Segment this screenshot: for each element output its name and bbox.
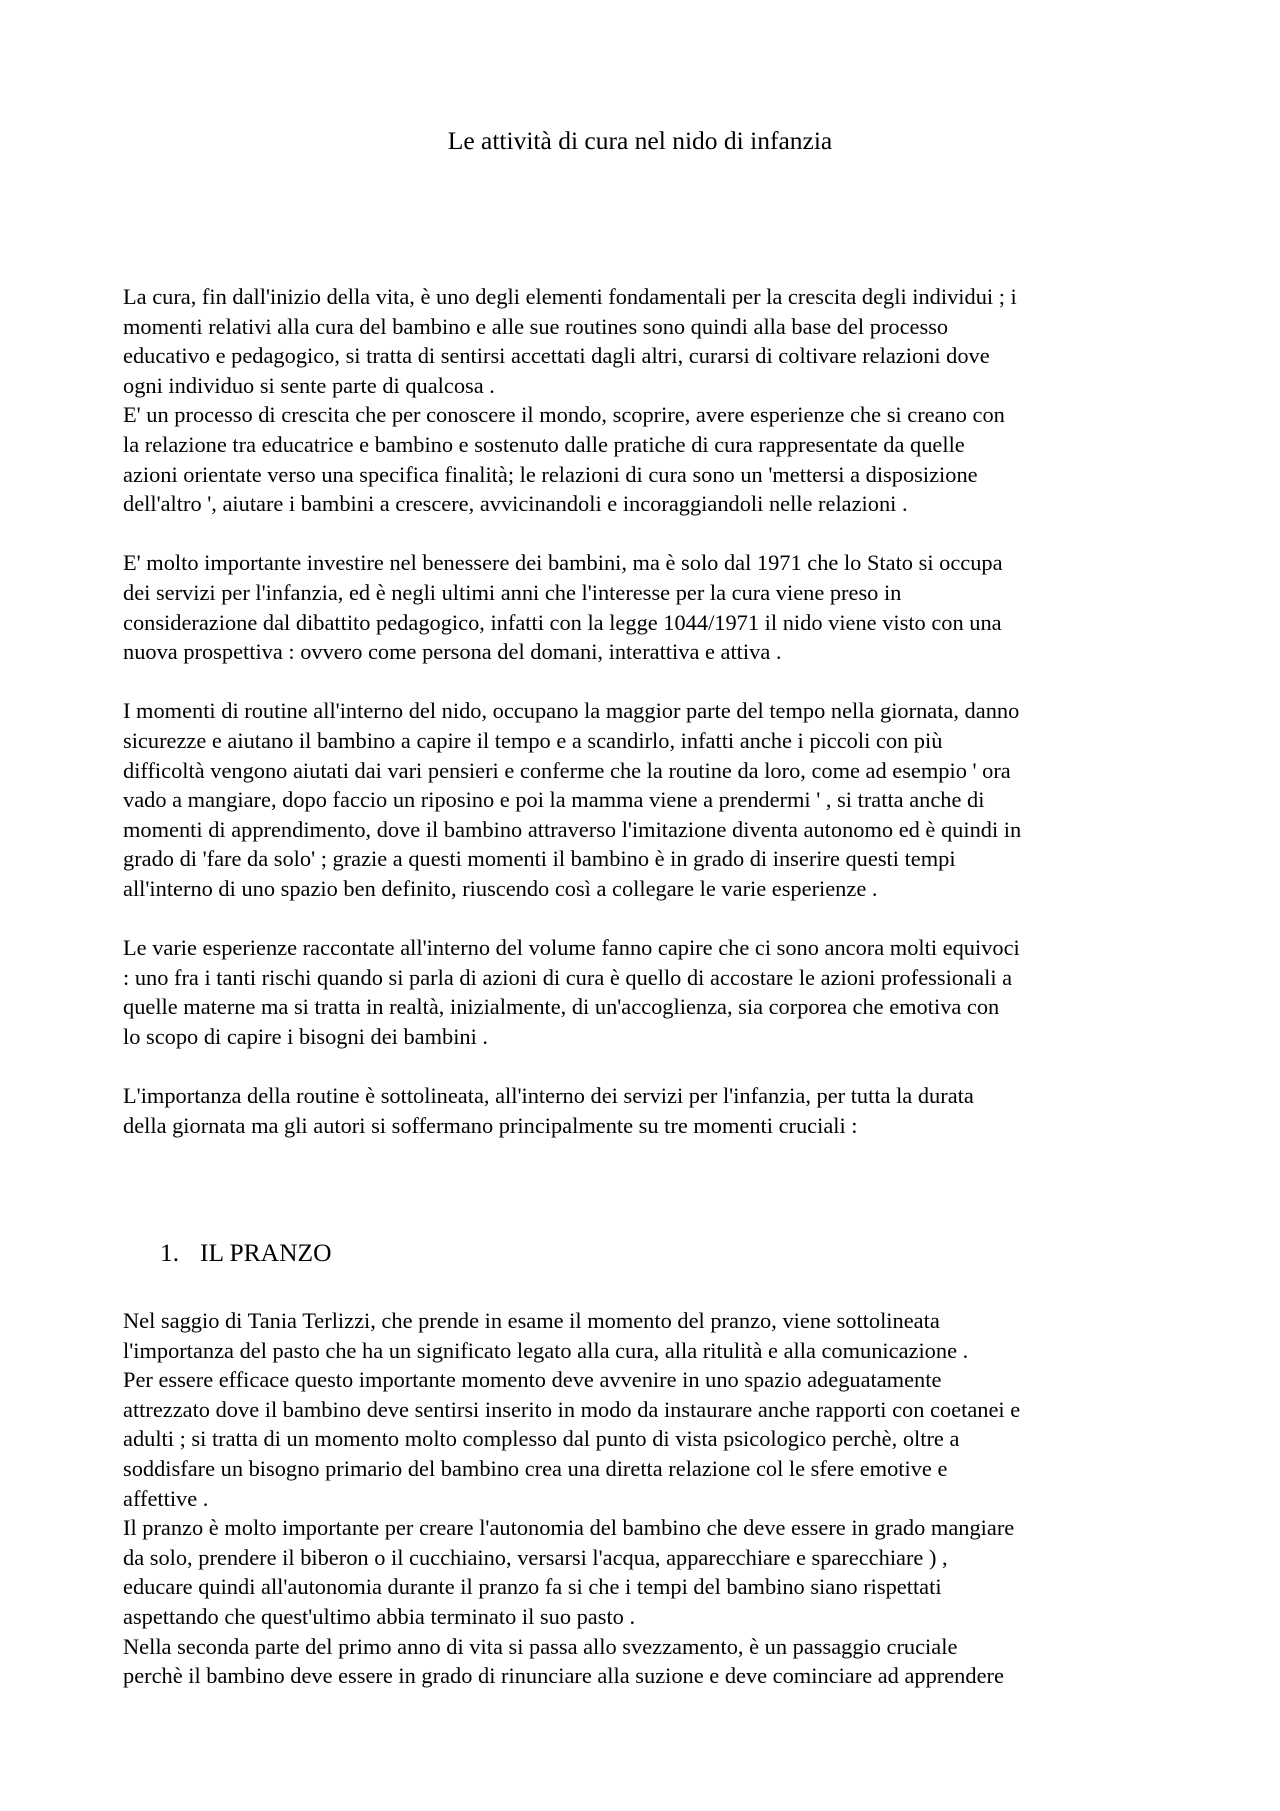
text-line: dell'altro ', aiutare i bambini a crescere, avvicinandoli e incoraggiandoli nelle relazioni .: [123, 491, 908, 517]
document-title: Le attività di cura nel nido di infanzia: [447, 126, 833, 155]
text-line: E' un processo di crescita che per conoscere il mondo, scoprire, avere esperienze che si creano con: [123, 402, 1005, 428]
section-number: 1.: [160, 1238, 180, 1267]
text-line: l'importanza del pasto che ha un significato legato alla cura, alla ritulità e alla comunicazione .: [123, 1337, 969, 1363]
paragraph-gap: [123, 667, 1173, 697]
text-line: quelle materne ma si tratta in realtà, inizialmente, di un'accoglienza, sia corporea che emotiva con: [123, 994, 1000, 1020]
text-line: grado di 'fare da solo' ; grazie a questi momenti il bambino è in grado di inserire questi tempi: [123, 846, 956, 872]
text-line: momenti di apprendimento, dove il bambino attraverso l'imitazione diventa autonomo ed è quindi in: [123, 816, 1022, 842]
text-line: soddisfare un bisogno primario del bambino crea una diretta relazione col le sfere emotive e: [123, 1455, 948, 1481]
text-line: della giornata ma gli autori si soffermano principalmente su tre momenti cruciali :: [123, 1112, 858, 1138]
text-line: momenti relativi alla cura del bambino e alle sue routines sono quindi alla base del processo: [123, 313, 949, 339]
intro-paragraph-2: [123, 548, 1173, 666]
text-line: vado a mangiare, dopo faccio un riposino e poi la mamma viene a prendermi ' , si tratta anche di: [123, 787, 985, 813]
text-line: perchè il bambino deve essere in grado di rinunciare alla suzione e deve cominciare ad apprendere: [123, 1663, 1004, 1689]
text-line: Le varie esperienze raccontate all'interno del volume fanno capire che ci sono ancora molti equivoci: [123, 935, 1020, 961]
section-heading-pranzo: [160, 1236, 332, 1270]
text-line: attrezzato dove il bambino deve sentirsi inserito in modo da instaurare anche rapporti con coetanei e: [123, 1396, 1021, 1422]
text-line: I momenti di routine all'interno del nido, occupano la maggior parte del tempo nella giornata, danno: [123, 698, 1020, 724]
text-line: difficoltà vengono aiutati dai vari pensieri e conferme che la routine da loro, come ad esempio ' ora: [123, 757, 1011, 783]
text-line: sicurezze e aiutano il bambino a capire il tempo e a scandirlo, infatti anche i piccoli con più: [123, 727, 943, 753]
intro-paragraph-5: [123, 1081, 1173, 1140]
text-line: azioni orientate verso una specifica finalità; le relazioni di cura sono un 'mettersi a disposizione: [123, 461, 978, 487]
text-line: nuova prospettiva : ovvero come persona del domani, interattiva e attiva .: [123, 639, 782, 665]
text-line: Nel saggio di Tania Terlizzi, che prende in esame il momento del pranzo, viene sottolineata: [123, 1308, 940, 1333]
text-line: all'interno di uno spazio ben definito, riuscendo così a collegare le varie esperienze .: [123, 875, 878, 901]
text-line: educativo e pedagogico, si tratta di sentirsi accettati dagli altri, curarsi di coltivare relazioni dove: [123, 343, 990, 369]
text-line: da solo, prendere il biberon o il cucchiaino, versarsi l'acqua, apparecchiare e sparecchiare ) ,: [123, 1544, 948, 1570]
paragraph-gap: [123, 519, 1173, 549]
section-title: IL PRANZO: [200, 1238, 332, 1267]
text-line: ogni individuo si sente parte di qualcosa .: [123, 372, 495, 398]
text-line: educare quindi all'autonomia durante il pranzo fa si che i tempi del bambino siano rispettati: [123, 1574, 942, 1600]
text-line: : uno fra i tanti rischi quando si parla di azioni di cura è quello di accostare le azioni professionali a: [123, 964, 1013, 990]
text-line: Nella seconda parte del primo anno di vita si passa allo svezzamento, è un passaggio cruciale: [123, 1633, 958, 1659]
text-line: aspettando che quest'ultimo abbia terminato il suo pasto .: [123, 1603, 636, 1629]
intro-section: [123, 282, 1173, 1140]
text-line: la relazione tra educatrice e bambino e sostenuto dalle pratiche di cura rappresentate da quelle: [123, 431, 965, 457]
section-paragraph: [123, 1306, 1173, 1691]
text-line: Per essere efficace questo importante momento deve avvenire in uno spazio adeguatamente: [123, 1367, 942, 1393]
intro-paragraph-4: [123, 933, 1173, 1051]
text-line: considerazione dal dibattito pedagogico, infatti con la legge 1044/1971 il nido viene visto con una: [123, 609, 1002, 635]
text-line: Il pranzo è molto importante per creare l'autonomia del bambino che deve essere in grado mangiare: [123, 1515, 1015, 1541]
paragraph-gap: [123, 1051, 1173, 1081]
section-pranzo-body: [123, 1306, 1173, 1691]
text-line: adulti ; si tratta di un momento molto complesso dal punto di vista psicologico perchè, oltre a: [123, 1426, 960, 1452]
paragraph-gap: [123, 903, 1173, 933]
intro-paragraph-3: [123, 696, 1173, 903]
text-line: L'importanza della routine è sottolineata, all'interno dei servizi per l'infanzia, per tutta la durata: [123, 1083, 974, 1109]
intro-paragraph-1: [123, 282, 1173, 519]
text-line: La cura, fin dall'inizio della vita, è uno degli elementi fondamentali per la crescita degli individui ; i: [123, 284, 1017, 309]
text-line: affettive .: [123, 1485, 209, 1511]
text-line: dei servizi per l'infanzia, ed è negli ultimi anni che l'interesse per la cura viene preso in: [123, 579, 902, 605]
text-line: lo scopo di capire i bisogni dei bambini .: [123, 1023, 489, 1049]
text-line: E' molto importante investire nel benessere dei bambini, ma è solo dal 1971 che lo Stato si occupa: [123, 550, 1003, 576]
